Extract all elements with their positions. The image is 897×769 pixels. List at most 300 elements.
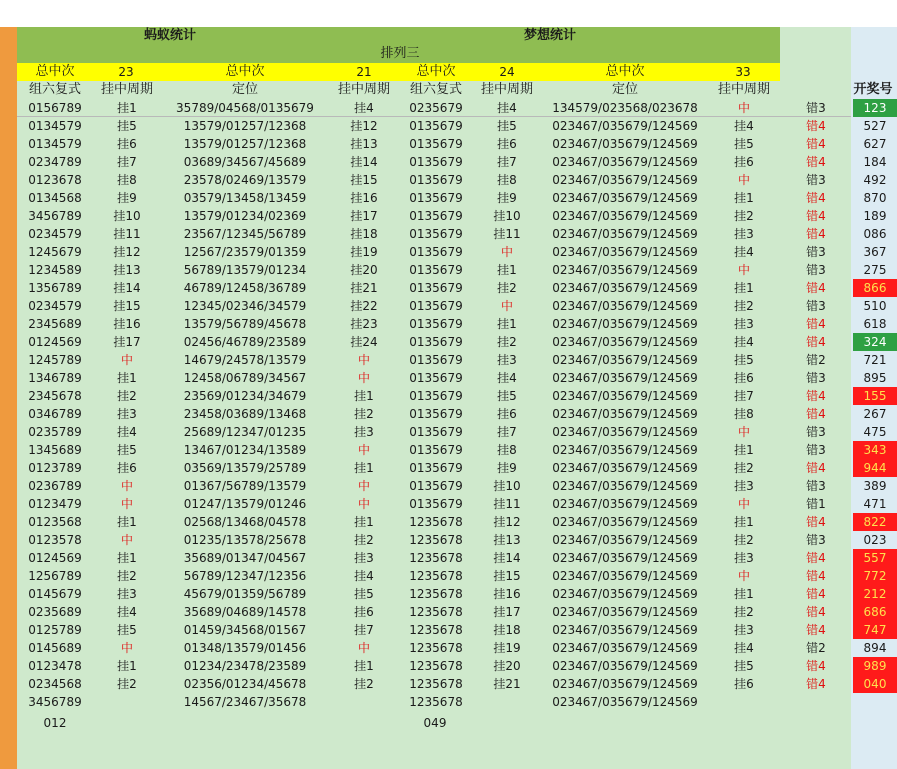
cell-kaijiang-number: 023 — [863, 533, 887, 547]
cell-dingwei-right: 023467/035679/124569 — [552, 407, 698, 421]
cell-zuliu-left: 1346789 — [28, 371, 82, 385]
cell-dingwei-left: 14567/23467/35678 — [183, 695, 307, 709]
cell-dingwei-right: 023467/035679/124569 — [552, 497, 698, 511]
cell-zuliu-left: 3456789 — [28, 695, 82, 709]
cell-kaijiang-number: 212 — [853, 585, 897, 603]
cell-zuliu-left: 1234589 — [28, 263, 82, 277]
cell-guazhong-left: 挂8 — [117, 173, 137, 187]
cell-guazhong-left-2: 挂3 — [354, 425, 374, 439]
cell-guazhong-left-2: 挂1 — [354, 389, 374, 403]
col-header-guazhong-right: 挂中周期 — [480, 82, 533, 97]
cell-guazhong-right-2: 挂5 — [734, 659, 754, 673]
cell-guazhong-left-2: 中 — [357, 497, 370, 511]
col-header-zuliu-right: 组六复式 — [409, 82, 462, 97]
cell-cuo-count: 错4 — [806, 587, 826, 601]
cell-zuliu-left: 0234789 — [28, 155, 82, 169]
cell-guazhong-left: 中 — [120, 353, 133, 367]
cell-zuliu-right: 0135679 — [409, 407, 463, 421]
cell-kaijiang-number: 944 — [853, 459, 897, 477]
cell-zuliu-left: 0346789 — [28, 407, 82, 421]
col-header-zuliu-left: 组六复式 — [28, 82, 81, 97]
cell-dingwei-right: 023467/035679/124569 — [552, 461, 698, 475]
cell-guazhong-left-2: 挂1 — [354, 659, 374, 673]
cell-zuliu-right: 1235678 — [409, 659, 463, 673]
cell-guazhong-left: 挂17 — [113, 335, 141, 349]
cell-guazhong-right: 挂5 — [497, 389, 517, 403]
cell-dingwei-left: 13579/01257/12368 — [183, 119, 307, 133]
cell-kaijiang-number — [853, 693, 897, 711]
cell-zuliu-left: 0123479 — [28, 497, 82, 511]
cell-guazhong-right: 挂11 — [493, 227, 521, 241]
left-total-label-1: 总中次 — [35, 64, 75, 79]
cell-guazhong-left: 挂3 — [117, 587, 137, 601]
cell-zuliu-right: 1235678 — [409, 623, 463, 637]
cell-zuliu-right: 0135679 — [409, 173, 463, 187]
cell-guazhong-left-2: 挂15 — [350, 173, 378, 187]
cell-dingwei-left: 12567/23579/01359 — [183, 245, 307, 259]
cell-cuo-count: 错3 — [806, 371, 826, 385]
cell-guazhong-right: 挂3 — [497, 353, 517, 367]
cell-kaijiang-number: 184 — [863, 155, 887, 169]
cell-guazhong-right-2: 挂1 — [734, 587, 754, 601]
cell-guazhong-right-2: 挂2 — [734, 299, 754, 313]
cell-guazhong-left: 挂3 — [117, 407, 137, 421]
cell-zuliu-left: 0156789 — [28, 101, 82, 115]
cell-cuo-count: 错4 — [806, 119, 826, 133]
cell-cuo-count: 错3 — [806, 443, 826, 457]
cell-kaijiang-number: 189 — [863, 209, 887, 223]
cell-guazhong-right: 挂4 — [497, 371, 517, 385]
cell-guazhong-left: 挂2 — [117, 677, 137, 691]
cell-zuliu-right: 0235679 — [409, 101, 463, 115]
cell-zuliu-right: 1235678 — [409, 569, 463, 583]
cell-guazhong-right: 挂6 — [497, 407, 517, 421]
cell-cuo-count: 错4 — [806, 227, 826, 241]
cell-guazhong-left-2: 挂17 — [350, 209, 378, 223]
cell-guazhong-right-2: 挂3 — [734, 551, 754, 565]
cell-guazhong-left: 挂16 — [113, 317, 141, 331]
cell-kaijiang-number: 557 — [853, 549, 897, 567]
cell-guazhong-right-2: 挂4 — [734, 119, 754, 133]
cell-dingwei-left: 03579/13458/13459 — [183, 191, 307, 205]
cell-zuliu-left: 3456789 — [28, 209, 82, 223]
cell-dingwei-right: 023467/035679/124569 — [552, 587, 698, 601]
cell-zuliu-right: 0135679 — [409, 191, 463, 205]
cell-zuliu-right: 0135679 — [409, 119, 463, 133]
cell-kaijiang-number: 721 — [863, 353, 887, 367]
cell-zuliu-right: 0135679 — [409, 281, 463, 295]
cell-guazhong-left-2: 挂23 — [350, 317, 378, 331]
cell-zuliu-right: 1235678 — [409, 533, 463, 547]
cell-zuliu-right: 0135679 — [409, 299, 463, 313]
cell-guazhong-left-2: 挂3 — [354, 551, 374, 565]
col-header-dingwei-left: 定位 — [231, 82, 258, 97]
cell-guazhong-left-2: 挂21 — [350, 281, 378, 295]
cell-guazhong-right-2: 中 — [737, 497, 750, 511]
cell-guazhong-right-2: 挂8 — [734, 407, 754, 421]
cell-dingwei-right: 023467/035679/124569 — [552, 677, 698, 691]
cell-guazhong-left-2: 中 — [357, 443, 370, 457]
cell-guazhong-left-2: 挂14 — [350, 155, 378, 169]
cell-dingwei-right: 023467/035679/124569 — [552, 389, 698, 403]
cell-dingwei-left: 46789/12458/36789 — [183, 281, 307, 295]
cell-cuo-count: 错3 — [806, 263, 826, 277]
cell-dingwei-right: 023467/035679/124569 — [552, 569, 698, 583]
cell-dingwei-left: 12345/02346/34579 — [183, 299, 307, 313]
cell-guazhong-right: 挂12 — [493, 515, 521, 529]
cell-zuliu-left: 0134579 — [28, 137, 82, 151]
cell-kaijiang-number: 772 — [853, 567, 897, 585]
cell-zuliu-left: 0235789 — [28, 425, 82, 439]
cell-dingwei-left: 35789/04568/0135679 — [176, 101, 314, 115]
cell-guazhong-right-2: 中 — [737, 173, 750, 187]
cell-guazhong-left: 挂11 — [113, 227, 141, 241]
cell-guazhong-left: 中 — [120, 641, 133, 655]
cell-guazhong-left-2: 挂2 — [354, 677, 374, 691]
cell-cuo-count: 错4 — [806, 281, 826, 295]
cell-guazhong-right-2: 挂1 — [734, 515, 754, 529]
cell-cuo-count: 错4 — [806, 623, 826, 637]
cell-guazhong-left-2: 挂24 — [350, 335, 378, 349]
top-strip — [0, 0, 897, 28]
cell-guazhong-left: 挂1 — [117, 551, 137, 565]
cell-zuliu-right: 0135679 — [409, 371, 463, 385]
cell-guazhong-left: 挂12 — [113, 245, 141, 259]
cell-kaijiang-number: 086 — [863, 227, 887, 241]
cell-dingwei-right: 023467/035679/124569 — [552, 623, 698, 637]
cell-guazhong-left: 中 — [120, 497, 133, 511]
cell-dingwei-left: 01459/34568/01567 — [183, 623, 307, 637]
cell-kaijiang-number: 367 — [863, 245, 887, 259]
cell-zuliu-right: 0135679 — [409, 443, 463, 457]
cell-guazhong-left-2: 挂4 — [354, 101, 374, 115]
cell-guazhong-left-2: 中 — [357, 353, 370, 367]
cell-zuliu-left: 0123578 — [28, 533, 82, 547]
cell-kaijiang-number: 822 — [853, 513, 897, 531]
left-total-value-2: 21 — [356, 65, 372, 79]
cell-zuliu-left: 1356789 — [28, 281, 82, 295]
cell-zuliu-left: 0123478 — [28, 659, 82, 673]
cell-dingwei-left: 13467/01234/13589 — [183, 443, 307, 457]
cell-dingwei-left: 03569/13579/25789 — [183, 461, 307, 475]
right-total-value-2: 33 — [735, 65, 751, 79]
cell-dingwei-right: 023467/035679/124569 — [552, 137, 698, 151]
footer-left-code: 012 — [43, 716, 67, 730]
cell-zuliu-right: 0135679 — [409, 209, 463, 223]
cell-cuo-count: 错3 — [806, 533, 826, 547]
cell-dingwei-right: 023467/035679/124569 — [552, 533, 698, 547]
cell-guazhong-right: 挂20 — [493, 659, 521, 673]
cell-guazhong-right: 挂5 — [497, 119, 517, 133]
cell-guazhong-left: 挂2 — [117, 569, 137, 583]
cell-guazhong-right: 挂15 — [493, 569, 521, 583]
cell-zuliu-right: 0135679 — [409, 245, 463, 259]
cell-guazhong-left: 挂9 — [117, 191, 137, 205]
cell-kaijiang-number: 747 — [853, 621, 897, 639]
cell-zuliu-left: 0234579 — [28, 299, 82, 313]
cell-guazhong-left-2: 挂20 — [350, 263, 378, 277]
cell-guazhong-right: 挂1 — [497, 263, 517, 277]
cell-dingwei-right: 023467/035679/124569 — [552, 515, 698, 529]
cell-zuliu-right: 0135679 — [409, 461, 463, 475]
cell-guazhong-left: 挂10 — [113, 209, 141, 223]
cell-dingwei-left: 02356/01234/45678 — [183, 677, 307, 691]
cell-kaijiang-number: 267 — [863, 407, 887, 421]
cell-guazhong-left: 挂1 — [117, 101, 137, 115]
cell-dingwei-right: 134579/023568/023678 — [552, 101, 698, 115]
cell-guazhong-right: 挂8 — [497, 443, 517, 457]
cell-dingwei-left: 01247/13579/01246 — [183, 497, 307, 511]
cell-cuo-count: 错4 — [806, 461, 826, 475]
cell-guazhong-left: 挂4 — [117, 425, 137, 439]
cell-cuo-count: 错4 — [806, 191, 826, 205]
cell-kaijiang-number: 471 — [863, 497, 887, 511]
cell-guazhong-right-2: 挂3 — [734, 317, 754, 331]
cell-guazhong-left-2: 中 — [357, 371, 370, 385]
cell-dingwei-left: 02456/46789/23589 — [183, 335, 307, 349]
cell-dingwei-right: 023467/035679/124569 — [552, 299, 698, 313]
cell-guazhong-right: 挂10 — [493, 209, 521, 223]
cell-guazhong-left: 挂6 — [117, 137, 137, 151]
cell-dingwei-right: 023467/035679/124569 — [552, 479, 698, 493]
cell-guazhong-left-2: 中 — [357, 641, 370, 655]
lottery-type-title: 排列三 — [380, 46, 420, 61]
cell-dingwei-right: 023467/035679/124569 — [552, 695, 698, 709]
cell-guazhong-left-2: 挂1 — [354, 461, 374, 475]
cell-guazhong-left: 挂1 — [117, 515, 137, 529]
cell-cuo-count: 错2 — [806, 641, 826, 655]
cell-zuliu-right: 0135679 — [409, 389, 463, 403]
cell-dingwei-right: 023467/035679/124569 — [552, 119, 698, 133]
cell-dingwei-left: 56789/12347/12356 — [183, 569, 307, 583]
cell-dingwei-left: 01367/56789/13579 — [183, 479, 307, 493]
cell-zuliu-left: 0134579 — [28, 119, 82, 133]
cell-kaijiang-number: 492 — [863, 173, 887, 187]
cell-dingwei-right: 023467/035679/124569 — [552, 227, 698, 241]
cell-guazhong-right: 挂4 — [497, 101, 517, 115]
cell-zuliu-right: 0135679 — [409, 425, 463, 439]
cell-guazhong-right-2: 挂6 — [734, 155, 754, 169]
cell-kaijiang-number: 040 — [853, 675, 897, 693]
left-total-value-1: 23 — [118, 65, 134, 79]
cell-zuliu-right: 0135679 — [409, 479, 463, 493]
cell-guazhong-right-2: 挂2 — [734, 605, 754, 619]
cell-dingwei-right: 023467/035679/124569 — [552, 191, 698, 205]
cell-dingwei-right: 023467/035679/124569 — [552, 173, 698, 187]
cell-cuo-count: 错3 — [806, 173, 826, 187]
cell-guazhong-left-2 — [330, 693, 398, 711]
cell-guazhong-left-2: 挂18 — [350, 227, 378, 241]
cell-zuliu-right: 0135679 — [409, 353, 463, 367]
cell-guazhong-right: 挂8 — [497, 173, 517, 187]
cell-cuo-count: 错4 — [806, 155, 826, 169]
cell-zuliu-right: 1235678 — [409, 641, 463, 655]
cell-guazhong-left: 挂5 — [117, 623, 137, 637]
cell-guazhong-left: 挂6 — [117, 461, 137, 475]
cell-dingwei-left: 25689/12347/01235 — [183, 425, 307, 439]
cell-kaijiang-number: 866 — [853, 279, 897, 297]
cell-guazhong-left: 挂1 — [117, 371, 137, 385]
cell-guazhong-left-2: 挂7 — [354, 623, 374, 637]
cell-zuliu-left: 1245679 — [28, 245, 82, 259]
right-total-label-1: 总中次 — [416, 64, 456, 79]
cell-guazhong-right: 挂18 — [493, 623, 521, 637]
cell-dingwei-right: 023467/035679/124569 — [552, 335, 698, 349]
cell-cuo-count: 错4 — [806, 137, 826, 151]
cell-dingwei-left: 13579/01234/02369 — [183, 209, 307, 223]
cell-dingwei-left: 56789/13579/01234 — [183, 263, 307, 277]
cell-dingwei-left: 23569/01234/34679 — [183, 389, 307, 403]
cell-guazhong-right-2: 挂2 — [734, 533, 754, 547]
col-header-kaijiang: 开奖号 — [853, 82, 893, 97]
cell-dingwei-right: 023467/035679/124569 — [552, 263, 698, 277]
cell-cuo-count: 错3 — [806, 479, 826, 493]
cell-guazhong-left: 挂5 — [117, 119, 137, 133]
cell-dingwei-left: 23458/03689/13468 — [183, 407, 307, 421]
cell-dingwei-left: 01234/23478/23589 — [183, 659, 307, 673]
cell-zuliu-right: 0135679 — [409, 317, 463, 331]
cell-cuo-count: 错4 — [806, 605, 826, 619]
cell-kaijiang-number: 475 — [863, 425, 887, 439]
cell-guazhong-right: 中 — [500, 299, 513, 313]
cell-guazhong-left-2: 挂6 — [354, 605, 374, 619]
cell-dingwei-right: 023467/035679/124569 — [552, 209, 698, 223]
cell-guazhong-right-2: 挂7 — [734, 389, 754, 403]
cell-guazhong-right-2: 挂1 — [734, 191, 754, 205]
cell-zuliu-left: 0235689 — [28, 605, 82, 619]
cell-guazhong-right-2: 挂1 — [734, 443, 754, 457]
left-section-title: 蚂蚁统计 — [143, 28, 196, 43]
cell-kaijiang-number: 527 — [863, 119, 887, 133]
footer-right-code: 049 — [423, 716, 447, 730]
cell-dingwei-left: 35689/01347/04567 — [183, 551, 307, 565]
cell-zuliu-left: 0124569 — [28, 335, 82, 349]
cell-dingwei-right: 023467/035679/124569 — [552, 245, 698, 259]
cell-dingwei-left: 13579/01257/12368 — [183, 137, 307, 151]
cell-zuliu-left: 0123789 — [28, 461, 82, 475]
left-total-label-2: 总中次 — [225, 64, 265, 79]
cell-zuliu-right: 0135679 — [409, 227, 463, 241]
cell-guazhong-right: 中 — [500, 245, 513, 259]
cell-kaijiang-number: 686 — [853, 603, 897, 621]
cell-guazhong-left-2: 中 — [357, 479, 370, 493]
cell-zuliu-left: 0234579 — [28, 227, 82, 241]
cell-zuliu-right: 0135679 — [409, 497, 463, 511]
cell-guazhong-left: 挂4 — [117, 605, 137, 619]
cell-guazhong-right-2: 挂3 — [734, 479, 754, 493]
cell-dingwei-right: 023467/035679/124569 — [552, 443, 698, 457]
cell-kaijiang-number: 123 — [853, 99, 897, 117]
cell-guazhong-right-2: 挂3 — [734, 623, 754, 637]
cell-dingwei-left: 35689/04689/14578 — [183, 605, 307, 619]
cell-guazhong-right-2: 中 — [737, 569, 750, 583]
cell-zuliu-left: 0145689 — [28, 641, 82, 655]
cell-guazhong-right: 挂7 — [497, 425, 517, 439]
cell-dingwei-right: 023467/035679/124569 — [552, 551, 698, 565]
cell-zuliu-left: 0124569 — [28, 551, 82, 565]
cell-kaijiang-number: 324 — [853, 333, 897, 351]
cell-dingwei-left: 12458/06789/34567 — [183, 371, 307, 385]
cell-guazhong-left: 挂14 — [113, 281, 141, 295]
cell-guazhong-right: 挂14 — [493, 551, 521, 565]
cell-guazhong-right: 挂10 — [493, 479, 521, 493]
cell-guazhong-right-2: 挂2 — [734, 209, 754, 223]
cell-guazhong-left-2: 挂16 — [350, 191, 378, 205]
cell-guazhong-right-2: 挂4 — [734, 335, 754, 349]
cell-cuo-count — [792, 693, 840, 711]
cell-dingwei-right: 023467/035679/124569 — [552, 155, 698, 169]
cell-dingwei-right: 023467/035679/124569 — [552, 605, 698, 619]
cell-guazhong-left: 中 — [120, 479, 133, 493]
cell-guazhong-right: 挂21 — [493, 677, 521, 691]
cell-kaijiang-number: 155 — [853, 387, 897, 405]
cell-dingwei-right: 023467/035679/124569 — [552, 425, 698, 439]
cell-cuo-count: 错3 — [806, 101, 826, 115]
cell-zuliu-left: 0123568 — [28, 515, 82, 529]
cell-kaijiang-number: 627 — [863, 137, 887, 151]
cell-cuo-count: 错4 — [806, 677, 826, 691]
cell-guazhong-right: 挂2 — [497, 281, 517, 295]
cell-zuliu-left: 1256789 — [28, 569, 82, 583]
cell-guazhong-right-2: 挂5 — [734, 137, 754, 151]
cell-guazhong-left: 挂13 — [113, 263, 141, 277]
col-header-guazhong-left-2: 挂中周期 — [337, 82, 390, 97]
cell-kaijiang-number: 894 — [863, 641, 887, 655]
cell-guazhong-right: 挂16 — [493, 587, 521, 601]
cell-guazhong-right-2: 挂4 — [734, 641, 754, 655]
cell-zuliu-right: 1235678 — [409, 605, 463, 619]
cell-guazhong-left-2: 挂22 — [350, 299, 378, 313]
cell-cuo-count: 错4 — [806, 551, 826, 565]
right-total-value-1: 24 — [499, 65, 515, 79]
cell-cuo-count: 错4 — [806, 389, 826, 403]
cell-guazhong-right: 挂6 — [497, 137, 517, 151]
cell-guazhong-left — [93, 693, 161, 711]
cell-cuo-count: 错4 — [806, 569, 826, 583]
cell-guazhong-right: 挂9 — [497, 191, 517, 205]
cell-zuliu-right: 0135679 — [409, 137, 463, 151]
cell-guazhong-left: 中 — [120, 533, 133, 547]
cell-dingwei-right: 023467/035679/124569 — [552, 317, 698, 331]
cell-zuliu-left: 2345678 — [28, 389, 82, 403]
cell-cuo-count: 错4 — [806, 335, 826, 349]
cell-guazhong-right-2: 挂5 — [734, 353, 754, 367]
cell-dingwei-right: 023467/035679/124569 — [552, 659, 698, 673]
cell-cuo-count: 错3 — [806, 245, 826, 259]
cell-cuo-count: 错4 — [806, 659, 826, 673]
cell-cuo-count: 错3 — [806, 425, 826, 439]
cell-zuliu-right: 1235678 — [409, 677, 463, 691]
cell-guazhong-left: 挂15 — [113, 299, 141, 313]
cell-guazhong-left-2: 挂19 — [350, 245, 378, 259]
right-total-label-2: 总中次 — [605, 64, 645, 79]
cell-guazhong-right: 挂2 — [497, 335, 517, 349]
cell-zuliu-left: 0134568 — [28, 191, 82, 205]
cell-zuliu-left: 0234568 — [28, 677, 82, 691]
cell-zuliu-left: 1345689 — [28, 443, 82, 457]
cell-guazhong-left-2: 挂2 — [354, 533, 374, 547]
cell-guazhong-right-2: 中 — [737, 263, 750, 277]
cell-zuliu-left: 0125789 — [28, 623, 82, 637]
cell-guazhong-left-2: 挂12 — [350, 119, 378, 133]
cell-zuliu-left: 0145679 — [28, 587, 82, 601]
col-header-guazhong-left: 挂中周期 — [100, 82, 153, 97]
cell-zuliu-right: 1235678 — [409, 551, 463, 565]
cell-cuo-count: 错2 — [806, 353, 826, 367]
cell-guazhong-right: 挂7 — [497, 155, 517, 169]
cell-zuliu-left: 0123678 — [28, 173, 82, 187]
cell-guazhong-left-2: 挂13 — [350, 137, 378, 151]
